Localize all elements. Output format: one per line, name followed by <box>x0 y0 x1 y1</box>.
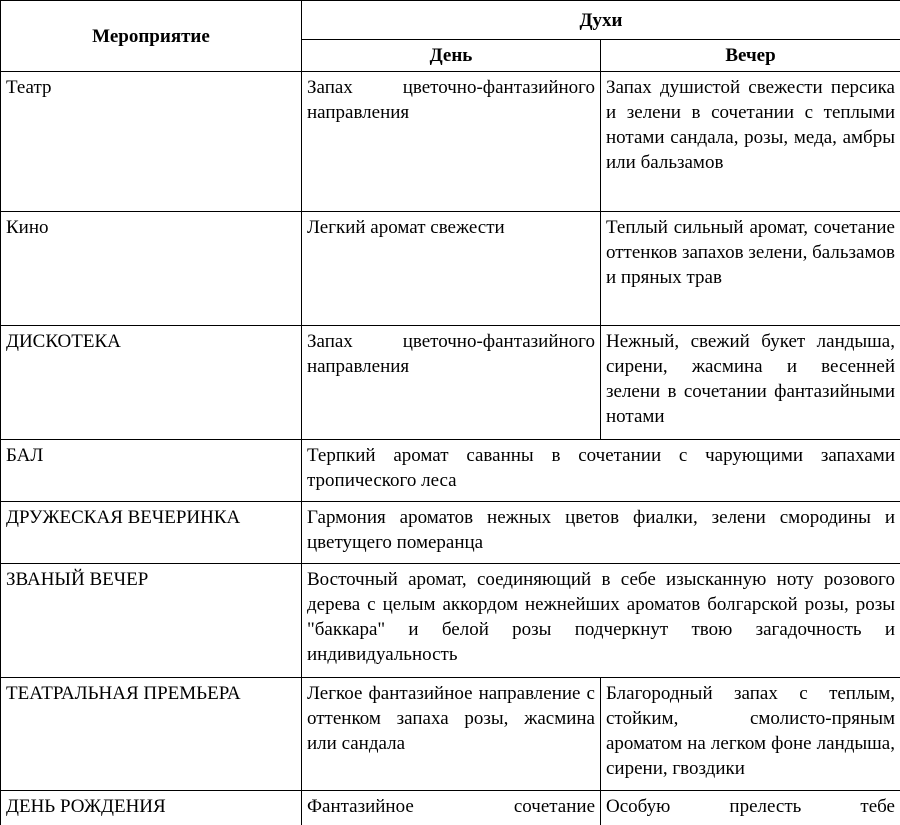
header-evening: Вечер <box>601 40 900 72</box>
table-row <box>1 212 900 326</box>
event-cell: ДЕНЬ РОЖДЕНИЯ <box>1 791 302 825</box>
perfume-cell: Восточный аромат, соединяющий в себе изысканную ноту розового дерева с целым аккордом нежнейших ароматов болгарской розы, розы "баккара" и белой розы подчеркнут твою загадочность и индивидуальность <box>302 564 900 678</box>
event-cell: ДРУЖЕСКАЯ ВЕЧЕРИНКА <box>1 502 302 564</box>
event-cell: ЗВАНЫЙ ВЕЧЕР <box>1 564 302 678</box>
table-row <box>1 791 900 825</box>
table-row <box>1 440 900 502</box>
table-row <box>1 326 900 440</box>
perfume-cell: Гармония ароматов нежных цветов фиалки, зелени смородины и цветущего померанца <box>302 502 900 564</box>
evening-cell: Особую прелесть тебе <box>601 791 900 825</box>
table-row <box>1 564 900 678</box>
table-row <box>1 72 900 212</box>
day-cell: Легкое фантазийное направление с оттенком запаха розы, жасмина или сандала <box>302 678 601 791</box>
header-row <box>1 1 900 40</box>
day-cell: Легкий аромат свежести <box>302 212 601 326</box>
evening-cell: Благородный запах с теплым, стойким, смолисто-пряным ароматом на легком фоне ландыша, сирени, гвоздики <box>601 678 900 791</box>
evening-cell: Нежный, свежий букет ландыша, сирени, жасмина и весенней зелени в сочетании фантазийными нотами <box>601 326 900 440</box>
header-day: День <box>302 40 601 72</box>
event-cell: БАЛ <box>1 440 302 502</box>
perfume-cell: Терпкий аромат саванны в сочетании с чарующими запахами тропического леса <box>302 440 900 502</box>
table-row <box>1 678 900 791</box>
event-cell: Кино <box>1 212 302 326</box>
event-cell: ДИСКОТЕКА <box>1 326 302 440</box>
day-cell: Фантазийное сочетание <box>302 791 601 825</box>
header-event: Мероприятие <box>1 1 302 72</box>
header-perfume: Духи <box>302 1 900 40</box>
day-cell: Запах цветочно-фантазийного направления <box>302 326 601 440</box>
evening-cell: Запах душистой свежести персика и зелени в сочетании с теплыми нотами сандала, розы, меда, амбры или бальзамов <box>601 72 900 212</box>
evening-cell: Теплый сильный аромат, сочетание оттенков запахов зелени, бальзамов и пряных трав <box>601 212 900 326</box>
day-cell: Запах цветочно-фантазийного направления <box>302 72 601 212</box>
event-cell: ТЕАТРАЛЬНАЯ ПРЕМЬЕРА <box>1 678 302 791</box>
table-row <box>1 502 900 564</box>
event-cell: Театр <box>1 72 302 212</box>
